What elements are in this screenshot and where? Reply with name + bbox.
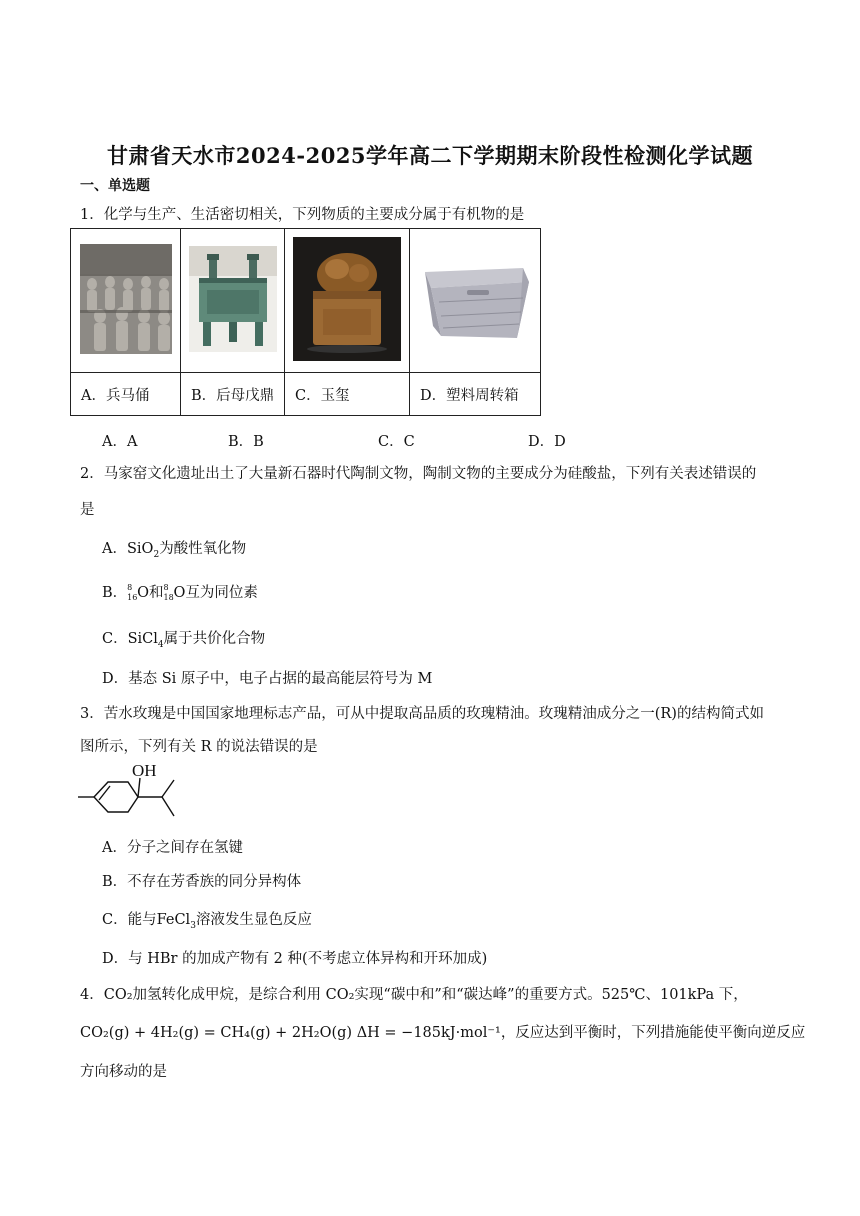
q2-option-a-formula: SiO xyxy=(126,541,154,557)
q2-b-sup2: 8 xyxy=(163,583,169,592)
q2-option-a[interactable] xyxy=(102,537,246,560)
q1-choice-c[interactable]: C．C xyxy=(378,434,415,450)
q2-option-c[interactable] xyxy=(102,627,265,650)
q1-label-d: D．塑料周转箱 xyxy=(410,373,541,416)
q1-choice-d[interactable]: D．D xyxy=(528,434,566,450)
q2-stem-line1: 2．马家窑文化遗址出土了大量新石器时代陶制文物，陶制文物的主要成分为硅酸盐，下列有关表述错误的 xyxy=(80,466,757,482)
q2-option-a-subscript: 2 xyxy=(153,549,160,560)
q2-option-c-prefix: C． xyxy=(102,631,128,647)
q1-image-cell-c xyxy=(285,229,410,373)
q2-option-b[interactable] xyxy=(102,581,258,602)
q1-label-b: B．后母戊鼎 xyxy=(181,373,285,416)
q3-option-d[interactable]: D．与 HBr 的加成产物有 2 种(不考虑立体异构和开环加成) xyxy=(102,951,488,967)
q2-b-element2: O xyxy=(173,585,186,601)
q2-option-a-text: 为酸性氧化物 xyxy=(159,541,247,557)
q2-b-sub2: 18 xyxy=(163,593,174,602)
q2-option-b-isotope2-indices xyxy=(164,584,174,602)
q4-equation-tail: ，反应达到平衡时，下列措施能使平衡向逆反应 xyxy=(500,1025,806,1041)
oh-bond xyxy=(138,778,140,797)
q2-b-element1: O xyxy=(137,585,150,601)
bronze-ding-image xyxy=(189,246,277,352)
isopropyl-branch-up xyxy=(162,780,174,797)
q1-image-cell-d xyxy=(410,229,541,373)
q2-b-sup1: 8 xyxy=(127,583,133,592)
q2-option-b-text: 互为同位素 xyxy=(185,585,258,601)
q2-option-d[interactable]: D．基态 Si 原子中，电子占据的最高能层符号为 M xyxy=(102,671,433,687)
q2-option-b-isotope1-indices xyxy=(127,584,137,602)
structure-diagram xyxy=(78,760,198,826)
q1-choice-b[interactable]: B．B xyxy=(228,434,264,450)
q3-stem-line1: 3．苦水玫瑰是中国国家地理标志产品，可从中提取高品质的玫瑰精油。玫瑰精油成分之一(R)的结构简式如 xyxy=(80,706,764,722)
q1-label-c: C．玉玺 xyxy=(285,373,410,416)
q1-choice-a[interactable]: A．A xyxy=(102,434,138,450)
double-bond-line xyxy=(99,786,110,800)
q2-b-mid: 和 xyxy=(149,585,164,601)
section-heading: 一、单选题 xyxy=(80,178,150,194)
terracotta-warriors-image xyxy=(80,244,172,354)
q2-option-a-prefix: A． xyxy=(102,541,127,557)
q1-image-cell-b xyxy=(181,229,285,373)
q4-stem-line2 xyxy=(80,1021,805,1042)
q2-option-b-prefix: B． xyxy=(102,585,128,601)
q2-stem-line2: 是 xyxy=(80,502,95,518)
plastic-crate-image xyxy=(419,252,531,346)
page-title: 甘肃省天水市2024-2025学年高二下学期期末阶段性检测化学试题 xyxy=(106,143,754,168)
q3-option-c[interactable] xyxy=(102,908,312,931)
q3-stem-line2: 图所示，下列有关 R 的说法错误的是 xyxy=(80,739,318,755)
oh-label: OH xyxy=(132,761,157,780)
q4-stem-line1: 4．CO₂加氢转化成甲烷，是综合利用 CO₂实现“碳中和”和“碳达峰”的重要方式。525℃、101kPa 下， xyxy=(80,987,748,1003)
q2-option-c-text: 属于共价化合物 xyxy=(163,631,266,647)
q3-option-c-formula: FeCl xyxy=(156,912,191,928)
q2-option-c-subscript: 4 xyxy=(157,639,164,650)
q2-b-sub1: 16 xyxy=(127,593,138,602)
q3-option-c-prefix: C．能与 xyxy=(102,912,157,928)
q3-option-a[interactable]: A．分子之间存在氢键 xyxy=(102,840,243,856)
q1-image-cell-a xyxy=(71,229,181,373)
q3-option-b[interactable]: B．不存在芳香族的同分异构体 xyxy=(102,874,302,890)
jade-seal-image xyxy=(293,237,401,361)
isopropyl-branch-down xyxy=(162,797,174,816)
q4-equation: CO₂(g) + 4H₂(g) = CH₄(g) + 2H₂O(g) ΔH = −185kJ·mol⁻¹ xyxy=(80,1025,501,1041)
q4-stem-line3: 方向移动的是 xyxy=(80,1064,167,1080)
q3-option-c-subscript: 3 xyxy=(190,920,196,931)
q1-stem: 1．化学与生产、生活密切相关，下列物质的主要成分属于有机物的是 xyxy=(80,207,525,223)
q1-label-a: A．兵马俑 xyxy=(71,373,181,416)
q1-image-table xyxy=(70,228,541,416)
q2-option-c-formula: SiCl xyxy=(127,631,158,647)
q3-option-c-text: 溶液发生显色反应 xyxy=(195,912,312,928)
